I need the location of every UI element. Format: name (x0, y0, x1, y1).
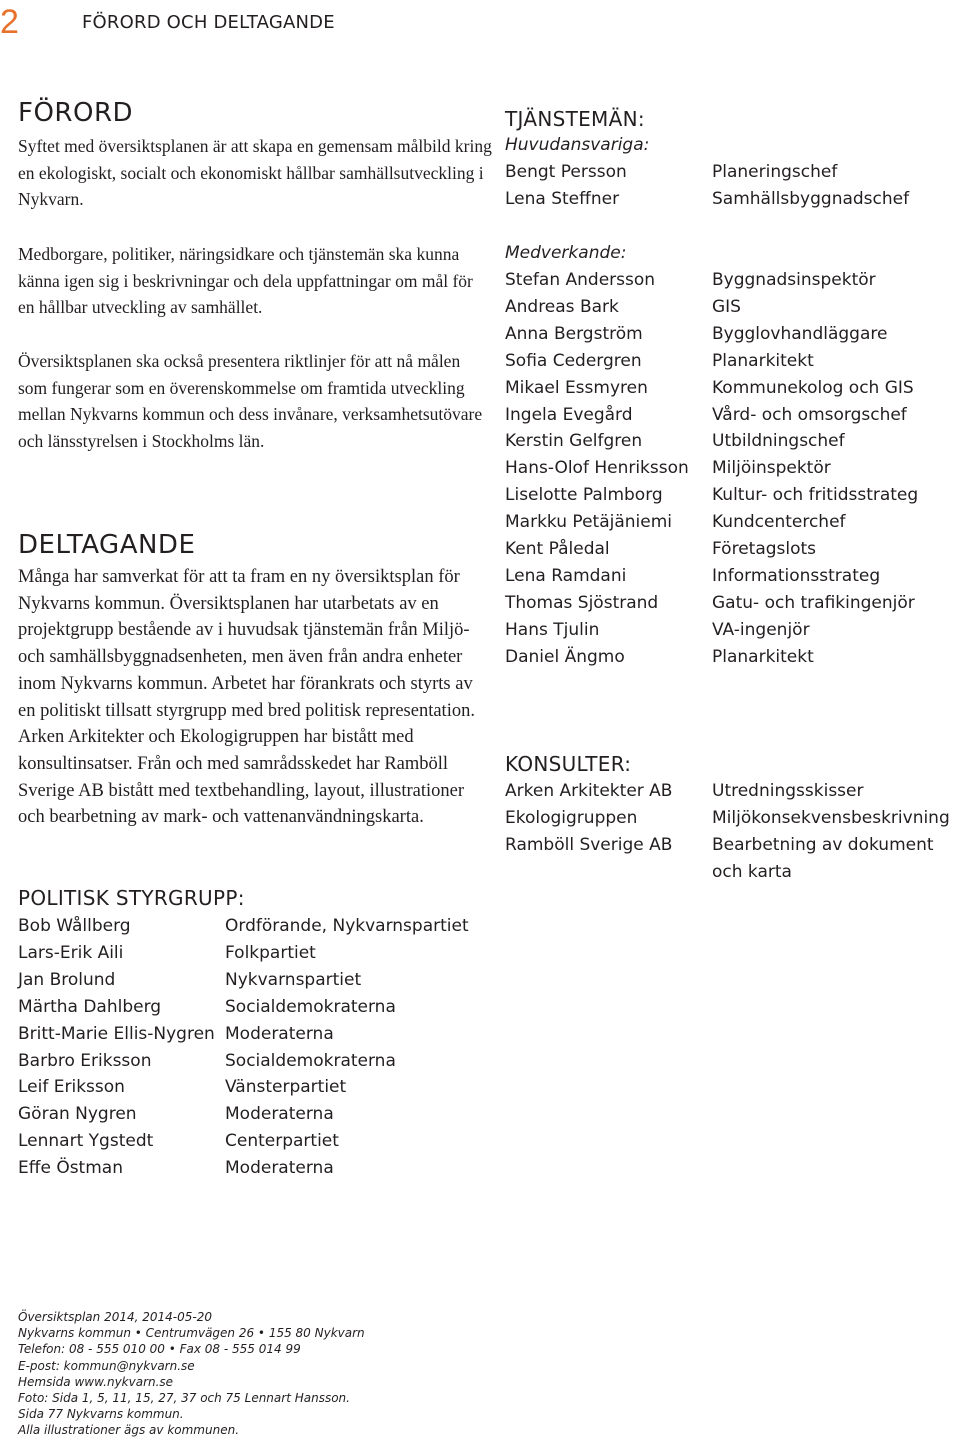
medverkande-name: Liselotte Palmborg (505, 485, 663, 506)
konsult-role: Utredningsskisser (712, 781, 864, 801)
medverkande-role: Byggnadsinspektör (712, 270, 876, 290)
medverkande-role: Kundcenterchef (712, 512, 846, 533)
medverkande-role: GIS (712, 296, 741, 317)
medverkande-role: Bygglovhandläggare (712, 323, 888, 344)
medverkande-role: Informationsstrateg (712, 565, 881, 586)
styrgrupp-name: Lennart Ygstedt (18, 1131, 154, 1152)
medverkande-name: Andreas Bark (505, 296, 619, 317)
styrgrupp-role: Vänsterpartiet (225, 1077, 347, 1098)
footer-line: E-post: kommun@nykvarn.se (18, 1358, 195, 1373)
medverkande-role: Företagslots (712, 539, 817, 560)
huvudansvariga-label: Huvudansvariga: (505, 135, 650, 155)
medverkande-roles (712, 267, 918, 671)
styrgrupp-role: Centerpartiet (225, 1131, 339, 1152)
styrgrupp-role: Moderaterna (225, 1104, 334, 1125)
footer-line: Hemsida www.nykvarn.se (18, 1374, 174, 1389)
styrgrupp-role: Nykvarnspartiet (225, 969, 362, 990)
styrgrupp-role: Socialdemokraterna (225, 996, 396, 1017)
medverkande-name: Stefan Andersson (505, 270, 656, 290)
styrgrupp-names (18, 913, 215, 1182)
running-title: FÖRORD OCH DELTAGANDE (82, 12, 335, 33)
forord-heading: FÖRORD (18, 98, 134, 128)
medverkande-role: Miljöinspektör (712, 458, 831, 479)
medverkande-role: Utbildningschef (712, 431, 845, 452)
medverkande-role: Vård- och omsorgschef (712, 404, 907, 425)
footer (18, 1309, 365, 1439)
footer-line: Foto: Sida 1, 5, 11, 15, 27, 37 och 75 Lennart Hansson. (18, 1391, 350, 1406)
huvudansvariga-roles (712, 159, 909, 213)
styrgrupp-name: Barbro Eriksson (18, 1050, 152, 1071)
medverkande-name: Kerstin Gelfgren (505, 431, 643, 452)
styrgrupp-name: Lars-Erik Aili (18, 942, 124, 963)
styrgrupp-name: Effe Östman (18, 1158, 123, 1179)
medverkande-name: Daniel Ängmo (505, 646, 625, 667)
medverkande-label: Medverkande: (505, 243, 627, 263)
footer-line: Översiktsplan 2014, 2014-05-20 (18, 1310, 212, 1324)
styrgrupp-roles (225, 913, 469, 1182)
konsulter-roles (712, 778, 958, 886)
footer-line: Sida 77 Nykvarns kommun. (18, 1407, 184, 1422)
konsult-name: Ekologigruppen (505, 807, 638, 828)
medverkande-name: Sofia Cedergren (505, 350, 642, 371)
styrgrupp-role: Folkpartiet (225, 942, 316, 963)
medverkande-role: Planarkitekt (712, 350, 814, 371)
styrgrupp-name: Bob Wållberg (18, 916, 131, 936)
tjanstemän-heading: TJÄNSTEMÄN: (505, 107, 645, 131)
styrgrupp-role: Moderaterna (225, 1023, 334, 1044)
huvudansvariga-names (505, 159, 627, 213)
medverkande-name: Anna Bergström (505, 323, 643, 344)
huvudansvarig-role: Planeringschef (712, 162, 838, 182)
footer-line: Alla illustrationer ägs av kommunen. (18, 1423, 240, 1438)
medverkande-name: Lena Ramdani (505, 565, 627, 586)
deltagande-paragraph: Många har samverkat för att ta fram en ny översiktsplan för Nykvarns kommun. Översiktsplanen har utarbetats av en projektgrupp bestående av i huvudsak tjänstemän från Miljö- och samhällsbyggnadsenheten, men även från andra enheter inom Nykvarns kommun. Arbetet har förankrats och styrts av en politiskt tillsatt styrgrupp med bred politisk representation. Arken Arkitekter och Ekologigruppen har bistått med konsultinsatser. Från och med samrådsskedet har Ramböll Sverige AB bistått med textbehandling, layout, illustrationer och bearbetning av mark- och vattenanvändningskarta. (18, 567, 475, 828)
medverkande-names (505, 267, 689, 671)
medverkande-role: Kultur- och fritidsstrateg (712, 485, 919, 506)
forord-paragraph-3: Översiktsplanen ska också presentera riktlinjer för att nå målen som fungerar som en överenskommelse om framtida utveckling mellan Nykvarns kommun och dess invånare, verksamhetsutövare och länsstyrelsen i Stockholms län. (18, 351, 483, 452)
forord-paragraph-2: Medborgare, politiker, näringsidkare och tjänstemän ska kunna känna igen sig i beskrivningar och dela uppfattningar om mål för en hållbar utveckling av samhället. (18, 244, 473, 318)
styrgrupp-name: Göran Nygren (18, 1104, 137, 1125)
huvudansvarig-name: Bengt Persson (505, 162, 627, 182)
medverkande-role: Kommunekolog och GIS (712, 377, 914, 398)
medverkande-role: VA-ingenjör (712, 619, 810, 640)
medverkande-name: Ingela Evegård (505, 404, 633, 425)
styrgrupp-name: Leif Eriksson (18, 1077, 125, 1098)
medverkande-name: Thomas Sjöstrand (505, 592, 659, 613)
styrgrupp-name: Märtha Dahlberg (18, 996, 162, 1017)
konsult-role: Miljökonsekvensbeskrivning (712, 807, 950, 828)
styrgrupp-name: Jan Brolund (18, 969, 116, 990)
styrgrupp-role: Socialdemokraterna (225, 1050, 396, 1071)
medverkande-name: Mikael Essmyren (505, 377, 648, 398)
footer-line: Nykvarns kommun • Centrumvägen 26 • 155 80 Nykvarn (18, 1326, 365, 1341)
medverkande-role: Planarkitekt (712, 646, 814, 667)
huvudansvarig-name: Lena Steffner (505, 188, 620, 209)
styrgrupp-role: Moderaterna (225, 1158, 334, 1179)
styrgrupp-heading: POLITISK STYRGRUPP: (18, 886, 245, 910)
styrgrupp-role: Ordförande, Nykvarnspartiet (225, 916, 469, 936)
forord-paragraph-1: Syftet med översiktsplanen är att skapa en gemensam målbild kring en ekologiskt, socialt och ekonomiskt hållbar samhällsutveckling i Nykvarn. (18, 136, 492, 210)
deltagande-heading: DELTAGANDE (18, 530, 196, 560)
huvudansvarig-role: Samhällsbyggnadschef (712, 188, 910, 209)
footer-line: Telefon: 08 - 555 010 00 • Fax 08 - 555 014 99 (18, 1342, 301, 1357)
medverkande-name: Markku Petäjäniemi (505, 512, 672, 533)
konsulter-names (505, 778, 672, 859)
styrgrupp-name: Britt-Marie Ellis-Nygren (18, 1023, 215, 1044)
medverkande-role: Gatu- och trafikingenjör (712, 592, 915, 613)
konsulter-heading: KONSULTER: (505, 752, 632, 776)
konsult-name: Arken Arkitekter AB (505, 781, 673, 801)
page-number: 2 (0, 3, 19, 41)
medverkande-name: Hans-Olof Henriksson (505, 458, 689, 479)
medverkande-name: Kent Påledal (505, 539, 610, 560)
konsult-role: Bearbetning av dokument och karta (712, 834, 934, 882)
medverkande-name: Hans Tjulin (505, 619, 600, 640)
konsult-name: Ramböll Sverige AB (505, 834, 673, 855)
